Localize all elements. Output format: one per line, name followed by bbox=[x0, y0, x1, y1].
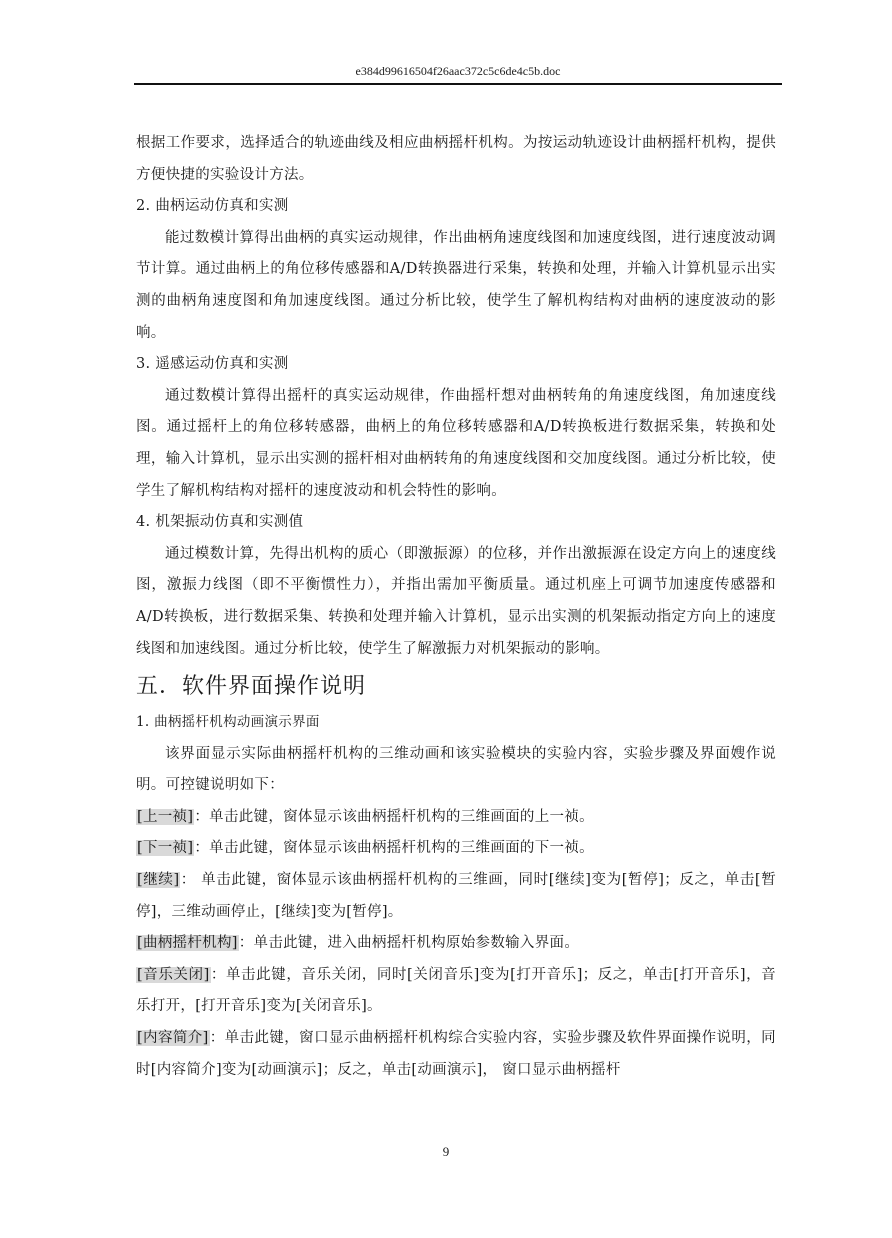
key-label-continue: [继续] bbox=[137, 872, 180, 889]
section-paragraph-rocker: 通过数模计算得出摇杆的真实运动规律，作曲摇杆想对曲柄转角的角速度线图，角加速度线图。通过摇杆上的角位移转感器，曲柄上的角位移转感器和A/D转换板进行数据采集，转换和处理，输入计算机，显示出实测的摇杆相对曲柄转角的角速度线图和交加度线图。通过分析比较，使学生了解机构结构对摇杆的速度波动和机会特性的影响。 bbox=[136, 387, 776, 499]
key-text-continue: ： 单击此键，窗体显示该曲柄摇杆机构的三维画，同时[继续]变为[暂停]；反之，单击[暂停]，三维动画停止，[继续]变为[暂停]。 bbox=[136, 872, 777, 920]
key-text-music-off: ：单击此键，音乐关闭，同时[关闭音乐]变为[打开音乐]；反之，单击[打开音乐]，音乐打开，[打开音乐]变为[关闭音乐]。 bbox=[136, 966, 776, 1015]
document-filename-header: e384d99616504f26aac372c5c6de4c5b.doc bbox=[355, 64, 561, 78]
key-description-crank-rocker bbox=[136, 928, 776, 960]
key-label-content-intro: [内容简介] bbox=[137, 1030, 209, 1047]
key-text-prev-frame: ：单击此键，窗体显示该曲柄摇杆机构的三维画面的上一祯。 bbox=[194, 808, 594, 825]
section-heading-crank: 2. 曲柄运动仿真和实测 bbox=[136, 198, 289, 215]
page-number: 9 bbox=[442, 1144, 450, 1159]
key-label-next-frame: [下一祯] bbox=[137, 840, 194, 857]
key-text-content-intro: ：单击此键，窗口显示曲柄摇杆机构综合实验内容，实验步骤及软件界面操作说明，同时[内容简介]变为[动画演示]；反之，单击[动画演示]， 窗口显示曲柄摇杆 bbox=[136, 1030, 776, 1078]
key-text-crank-rocker: ：单击此键，进入曲柄摇杆机构原始参数输入界面。 bbox=[238, 935, 580, 952]
key-description-prev-frame bbox=[136, 802, 776, 834]
section-heading-frame-vibration: 4. 机架振动仿真和实测值 bbox=[136, 514, 304, 531]
section-heading-rocker: 3. 遥感运动仿真和实测 bbox=[136, 356, 289, 373]
subsection-heading: 1. 曲柄摇杆机构动画演示界面 bbox=[136, 714, 320, 731]
section-paragraph-frame-vibration: 通过模数计算，先得出机构的质心（即激振源）的位移，并作出激振源在设定方向上的速度线图，激振力线图（即不平衡惯性力），并指出需加平衡质量。通过机座上可调节加速度传感器和A/D转换板，进行数据采集、转换和处理并输入计算机，显示出实测的机架振动指定方向上的速度线图和加速线图。通过分析比较，使学生了解激振力对机架振动的影响。 bbox=[136, 545, 776, 657]
key-description-content-intro bbox=[136, 1023, 776, 1086]
key-label-music-off: [音乐关闭] bbox=[137, 966, 210, 983]
key-description-continue bbox=[136, 865, 776, 928]
key-label-prev-frame: [上一祯] bbox=[137, 808, 194, 825]
section-paragraph-crank: 能过数模计算得出曲柄的真实运动规律，作出曲柄角速度线图和加速度线图，进行速度波动调节计算。通过曲柄上的角位移传感器和A/D转换器进行采集，转换和处理，并输入计算机显示出实测的曲柄角速度图和角加速度线图。通过分析比较，使学生了解机构结构对曲柄的速度波动的影响。 bbox=[136, 229, 776, 341]
key-text-next-frame: ：单击此键，窗体显示该曲柄摇杆机构的三维画面的下一祯。 bbox=[194, 840, 594, 857]
header-divider bbox=[134, 83, 782, 85]
key-label-crank-rocker: [曲柄摇杆机构] bbox=[137, 935, 238, 952]
key-description-next-frame bbox=[136, 833, 776, 865]
chapter-heading: 五．软件界面操作说明 bbox=[136, 674, 367, 700]
intro-paragraph: 根据工作要求，选择适合的轨迹曲线及相应曲柄摇杆机构。为按运动轨迹设计曲柄摇杆机构，提供方便快捷的实验设计方法。 bbox=[136, 135, 776, 183]
page-body bbox=[136, 128, 776, 1086]
subsection-paragraph: 该界面显示实际曲柄摇杆机构的三维动画和该实验模块的实验内容，实验步骤及界面嫂作说明。可控键说明如下： bbox=[136, 745, 776, 794]
key-description-music-off bbox=[136, 960, 776, 1023]
